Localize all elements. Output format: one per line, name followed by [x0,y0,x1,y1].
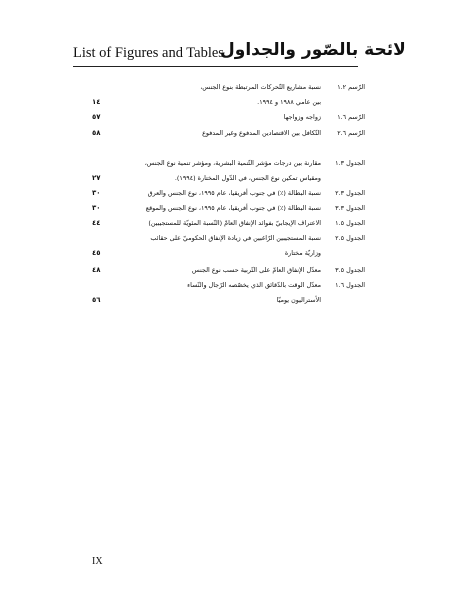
entry-text: التّكافل بين الاقتصادين المدفوع وغير المدفوع [202,129,321,137]
entry-text: معدّل الوقت بالدّقائق الذي يخصّصه الرّجال والنّساء [187,281,321,289]
list-entry [80,216,365,230]
list-entry [80,110,365,124]
entry-text: الأستراليون يوميّا [276,296,321,304]
entry-text: مقارنة بين درجات مؤشر التّنمية البشرية، ومؤشر تنمية نوع الجنس، [144,159,321,167]
entry-text: وزاريّة مختارة [284,249,321,257]
entry-label: الجدول ٢.٣ [335,189,365,197]
list-entry [80,126,365,140]
entry-text: نسبة البطالة (٪) في جنوب أفريقيا، عام ١٩٩٥، نوع الجنس والموقع [145,204,321,212]
list-heading [0,40,463,66]
entry-page: ٣٠ [92,189,101,197]
entry-text: نسبة مشاريع التّحركات المرتبطة بنوع الجنس، [200,83,321,91]
entry-label: الرّسم ١.٢ [337,83,365,91]
entry-text: الاعتراف الإيجابيّ بفوائد الإنفاق العامّ (النّسبة المئويّة للمستجيبين) [148,219,321,227]
entry-page: ١٤ [92,98,101,106]
entry-page: ٤٥ [92,249,101,257]
entry-label: الجدول ١.٦ [335,281,365,289]
entry-text: ومقياس تمكين نوع الجنس، في الدّول المختارة (١٩٩٤). [174,174,321,182]
entry-label: الجدول ١.٥ [335,219,365,227]
entry-page: ٣٠ [92,204,101,212]
entry-label: الجدول ٣.٥ [335,266,365,274]
list-entry [80,231,365,245]
entry-page: ٢٧ [92,174,101,182]
entry-label: الجدول ١.٣ [335,159,365,167]
entry-page: ٥٦ [92,296,101,304]
entry-label: الجدول ٢.٥ [335,234,365,242]
list-entry [80,246,365,260]
entry-page: ٤٨ [92,266,101,274]
heading-arabic: لائحة بالصّور والجداول [220,40,406,60]
heading-rule [73,66,358,67]
page-number: IX [92,556,103,567]
entry-text: نسبة البطالة (٪) في جنوب أفريقيا، عام ١٩٩٥، نوع الجنس والعرق [147,189,321,197]
entry-page: ٤٤ [92,219,101,227]
entry-text: نسبة المستجيبين الرّاغبين في زيادة الإنفاق الحكوميّ على حقائب [150,234,321,242]
list-entry [80,80,365,94]
entry-page: ٥٨ [92,129,101,137]
list-entry [80,293,365,307]
entry-text: معدّل الإنفاق العامّ على التّربية حسب نوع الجنس [191,266,321,274]
list-entry [80,278,365,292]
list-entry [80,263,365,277]
list-entry [80,201,365,215]
list-entry [80,186,365,200]
entry-label: الرّسم ٢.٦ [337,129,365,137]
entry-page: ٥٧ [92,113,101,121]
list-entry [80,156,365,170]
entry-text: زواجه وزواجها [283,113,321,121]
entry-label: الرّسم ١.٦ [337,113,365,121]
list-entry [80,95,365,109]
entry-text: بين عامي ١٩٨٨ و ١٩٩٤. [257,98,321,106]
heading-english: List of Figures and Tables [73,45,224,61]
entry-label: الجدول ٣.٣ [335,204,365,212]
list-entry [80,171,365,185]
